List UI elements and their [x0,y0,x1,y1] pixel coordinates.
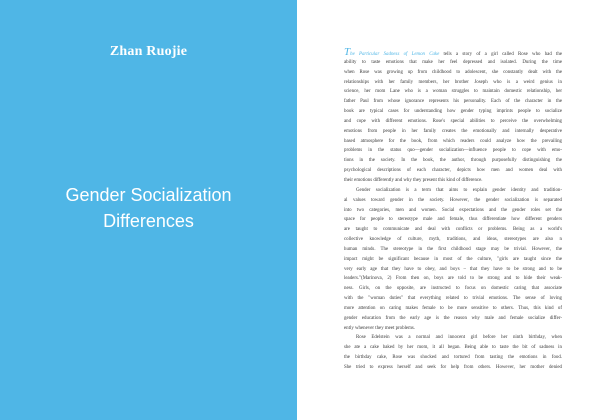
body-line: problems in the status quo—gender socialization—influence people to cope with emo- [344,148,562,154]
body-line: human minds. The stereotype in the first childhood stage may be trivial. However, the [344,246,562,252]
body-line: Rose Edelstein was a normal and innocent girl before her ninth birthday, when [356,335,562,341]
body-line: very early age that they have to obey, and boys – that they have to be strong and to be [344,266,562,272]
body-line: leaders."(Marinova, 2) From then on, boys are told to be strong and to hide their weak- [344,276,562,282]
body-line: book are typical cases for understanding how gender typing imprints people to socialize [344,109,562,115]
body-line: father Paul from whose ignorance represents his personality. Each of the character in the [344,99,562,105]
right-page [297,0,600,420]
body-line: she ate a cake baked by her mom, it all began. Being able to taste the bit of sadness in [344,345,562,351]
body-line: emotions from people in her family creates the emotionally and internally desperative [344,128,562,134]
body-line: She tried to express herself and seek for help from others. However, her mother denied [344,365,562,370]
drop-cap: T [344,48,351,58]
chapter-title [0,182,297,234]
body-line: into two categories, men and women. Social expectations and the gender roles set the [344,207,562,213]
body-line: Gender socialization is a term that aims to explain gender identity and tradition- [356,187,562,193]
body-line: tells a story of a girl called Rose who had the [439,52,562,57]
title-line-1: Gender Socialization [65,185,232,205]
body-line: collective knowledge of culture, myth, traditions, and ideas, stereotypes are also n [344,237,562,243]
body-line: ently whenever they meet problems. [344,325,416,331]
body-line: space for people to stereotype male and female, thus differentiate how different genders [344,217,562,223]
body-line: based atmosphere for the book, from which readers could analyze how the prevailing [344,138,562,144]
body-line: ness. Girls, on the opposite, are instructed to focus on domestic caring that associate [344,286,562,292]
body-line: impact might be significant because in most of the culture, "girls are taught since the [344,256,562,262]
body-line: ability to taste emotions that make her feel depressed and isolated. During the time [344,59,562,65]
body-line-first [344,48,562,58]
body-line: tions in the society. In the book, the author, through purposefully distinguishing the [344,158,562,164]
author-name: Zhan Ruojie [109,44,188,59]
body-text [344,48,562,373]
title-line-2: Differences [103,211,194,231]
body-line: and cope with different emotions. Rose's special abilities to perceive the overwhelming [344,118,562,124]
body-line: relationships with her family members, her brother Joseph who is a weird genius in [344,79,562,85]
body-line: their emotions differently and why they present this kind of difference. [344,177,483,183]
left-page [0,0,297,420]
body-line: with the "woman duties" that everything related to trivial emotions. The sense of loving [344,296,562,302]
body-line: science, her mom Lane who is a woman struggles to maintain domestic relationship, her [344,89,562,95]
body-line: more attention on caring makes female to be more sensitive to others. Thus, this kind of [344,305,562,311]
body-line: the birthday cake, Rose was shocked and tortured from tasting the emotions in food. [344,355,562,361]
body-line: al values toward gender in the society. However, the gender socialization is separated [344,197,562,203]
body-line: are taught to communicate and deal with conflicts or problems. Being as a world's [344,227,562,233]
book-title-italic: he Particular Sadness of Lemon Cake [350,52,440,57]
body-line: gender education from the early age is the reason why male and female socialize differ- [344,315,562,321]
body-line: psychological descriptions of each character, depicts how men and women deal with [344,168,562,174]
body-line: when Rose was growing up from childhood to adolescent, she constantly dealt with the [344,69,562,75]
